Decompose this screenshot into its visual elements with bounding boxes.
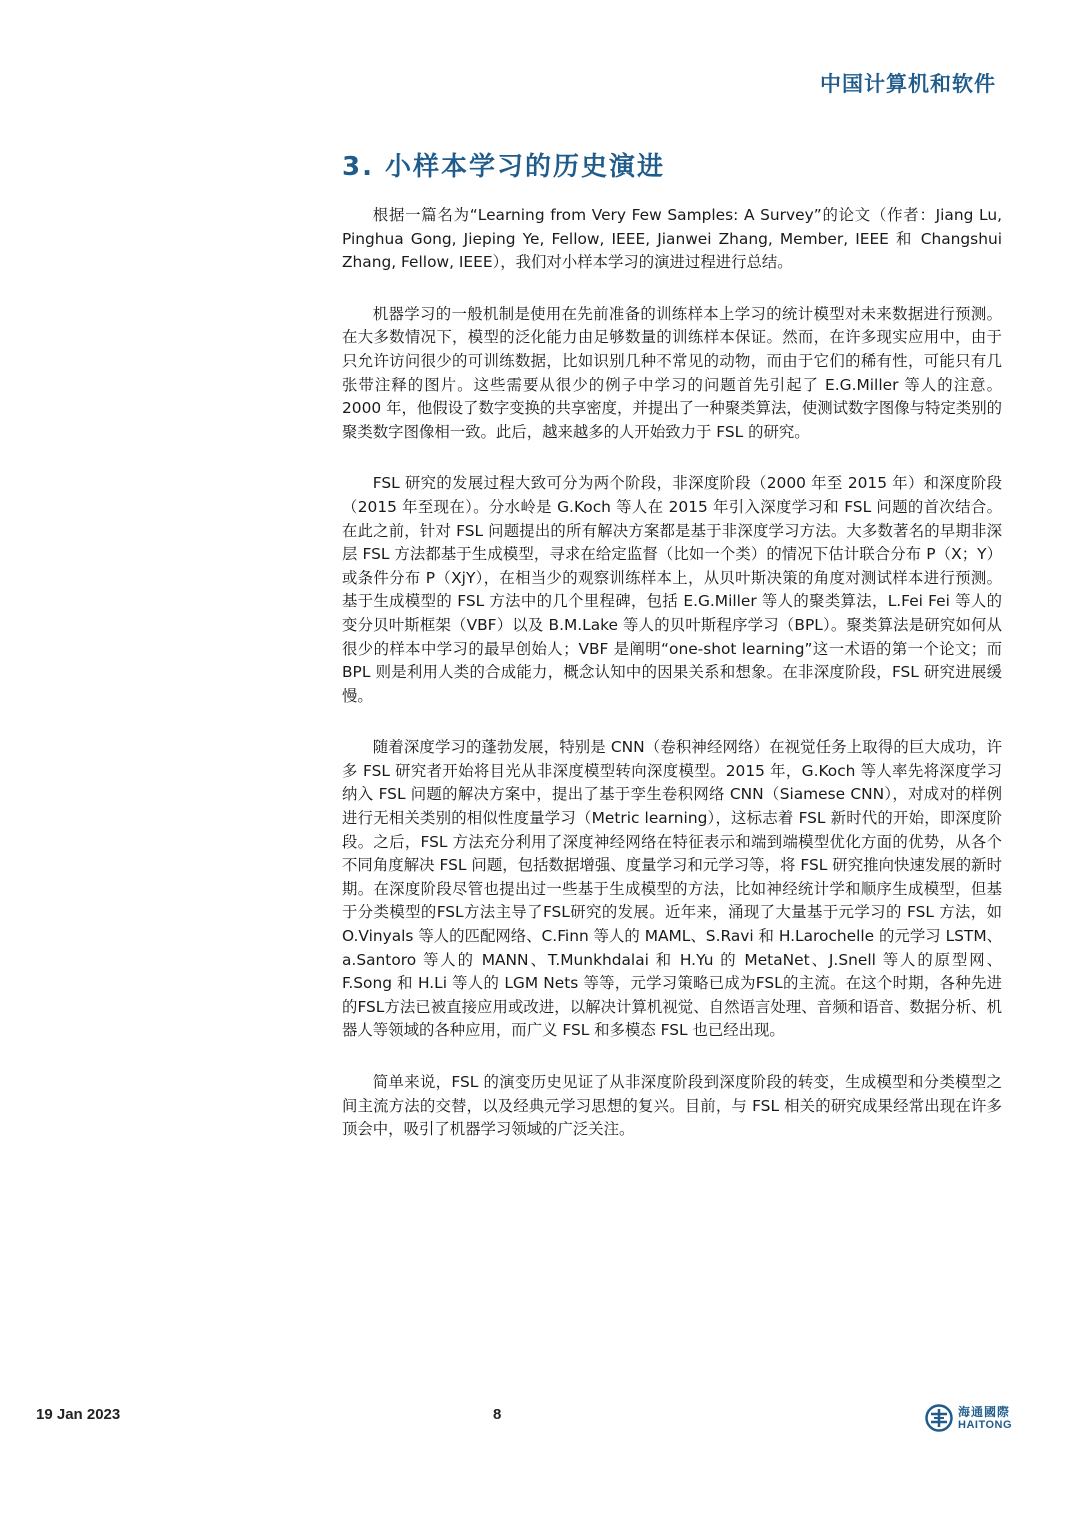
paragraph-deep-learning: 随着深度学习的蓬勃发展，特别是 CNN（卷积神经网络）在视觉任务上取得的巨大成功，许多 FSL 研究者开始将目光从非深度模型转向深度模型。2015 年，G.Koch 等人率先将深度学习纳入 FSL 问题的解决方案中，提出了基于孪生卷积网络 CNN（Siamese CNN），对成对的样例进行无相关类别的相似性度量学习（Metric learning），这标志着 FSL 新时代的开始，即深度阶段。之后，FSL 方法充分利用了深度神经网络在特征表示和端到端模型优化方面的优势，从各个不同角度解决 FSL 问题，包括数据增强、度量学习和元学习等，将 FSL 研究推向快速发展的新时期。在深度阶段尽管也提出过一些基于生成模型的方法，比如神经统计学和顺序生成模型，但基于分类模型的FSL方法主导了FSL研究的发展。近年来，涌现了大量基于元学习的 FSL 方法，如 O.Vinyals 等人的匹配网络、C.Finn 等人的 MAML、S.Ravi 和 H.Larochelle 的元学习 LSTM、a.Santoro 等人的 MANN、T.Munkhdalai 和 H.Yu 的 MetaNet、J.Snell 等人的原型网、F.Song 和 H.Li 等人的 LGM Nets 等等，元学习策略已成为FSL的主流。在这个时期，各种先进的FSL方法已被直接应用或改进，以解决计算机视觉、自然语言处理、音频和语音、数据分析、机器人等领域的各种应用，而广义 FSL 和多模态 FSL 也已经出现。 <box>342 738 1002 1040</box>
page-number: 8 <box>493 1406 502 1423</box>
haitong-logo-icon <box>925 1404 953 1432</box>
paragraph-stages: FSL 研究的发展过程大致可分为两个阶段，非深度阶段（2000 年至 2015 年）和深度阶段（2015 年至现在）。分水岭是 G.Koch 等人在 2015 年引入深度学习和 FSL 问题的首次结合。在此之前，针对 FSL 问题提出的所有解决方案都是基于非深度学习方法。大多数著名的早期非深层 FSL 方法都基于生成模型，寻求在给定监督（比如一个类）的情况下估计联合分布 P（X；Y）或条件分布 P（XjY），在相当少的观察训练样本上，从贝叶斯决策的角度对测试样本进行预测。基于生成模型的 FSL 方法中的几个里程碑，包括 E.G.Miller 等人的聚类算法，L.Fei Fei 等人的变分贝叶斯框架（VBF）以及 B.M.Lake 等人的贝叶斯程序学习（BPL）。聚类算法是研究如何从很少的样本中学习的最早创始人；VBF 是阐明“one-shot learning”这一术语的第一个论文；而 BPL 则是利用人类的合成能力，概念认知中的因果关系和想象。在非深度阶段，FSL 研究进展缓慢。 <box>342 474 1002 705</box>
logo-english-text: HAITONG <box>958 1419 1013 1431</box>
section-title: 3. 小样本学习的历史演进 <box>342 152 666 182</box>
report-category: 中国计算机和软件 <box>820 72 996 96</box>
body-text <box>342 204 1002 1170</box>
footer-date: 19 Jan 2023 <box>36 1406 121 1423</box>
paragraph-summary: 简单来说，FSL 的演变历史见证了从非深度阶段到深度阶段的转变，生成模型和分类模型之间主流方法的交替，以及经典元学习思想的复兴。目前，与 FSL 相关的研究成果经常出现在许多顶会中，吸引了机器学习领域的广泛关注。 <box>342 1073 1002 1139</box>
page-footer <box>0 1400 1080 1440</box>
paragraph-mechanism: 机器学习的一般机制是使用在先前准备的训练样本上学习的统计模型对未来数据进行预测。在大多数情况下，模型的泛化能力由足够数量的训练样本保证。然而，在许多现实应用中，由于只允许访问很少的可训练数据，比如识别几种不常见的动物，而由于它们的稀有性，可能只有几张带注释的图片。这些需要从很少的例子中学习的问题首先引起了 E.G.Miller 等人的注意。2000 年，他假设了数字变换的共享密度，并提出了一种聚类算法，使测试数字图像与特定类别的聚类数字图像相一致。此后，越来越多的人开始致力于 FSL 的研究。 <box>342 304 1002 441</box>
paragraph-intro: 根据一篇名为“Learning from Very Few Samples: A Survey”的论文（作者：Jiang Lu, Pinghua Gong, Jieping Ye, Fellow, IEEE, Jianwei Zhang, Member, IEEE 和 Changshui Zhang, Fellow, IEEE），我们对小样本学习的演进过程进行总结。 <box>342 206 1002 272</box>
haitong-logo <box>925 1400 1045 1436</box>
logo-chinese-text: 海通國際 <box>958 1405 1011 1419</box>
